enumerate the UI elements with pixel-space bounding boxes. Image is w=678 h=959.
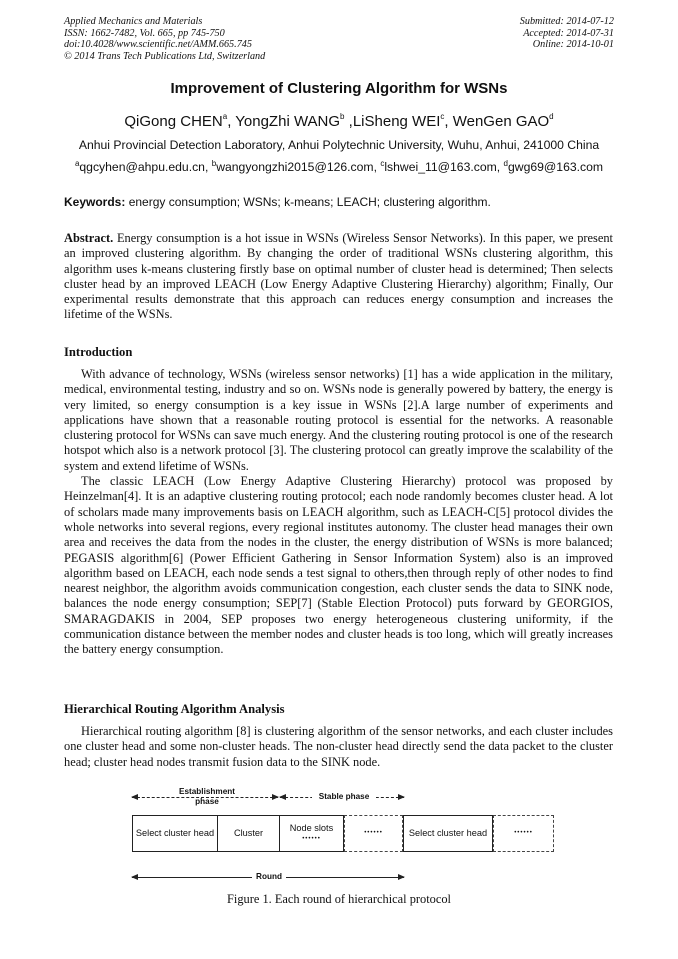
copyright-line: © 2014 Trans Tech Publications Ltd, Switzerland [64, 50, 266, 62]
figure-1-diagram [132, 785, 558, 895]
cell-select-cluster-head: Select cluster head [132, 815, 218, 852]
abstract-text: Energy consumption is a hot issue in WSNs (Wireless Sensor Networks). In this paper, we present an improved clustering algorithm. By changing the order of traditional WSNs clustering algorithm, this algorithm uses k-means clustering firstly base on optimal number of cluster head is determined; Then selects cluster head by an improved LEACH (Low Energy Adaptive Clustering Hierarchy) algorithm; Finally, Our experimental results demonstrate that this approach can reduces energy consumption and increases the lifetime of the WSNs. [64, 231, 613, 322]
round-label: Round [252, 872, 286, 882]
dots-icon: •••••• [364, 830, 383, 836]
email-sup: d [503, 159, 508, 168]
dots-icon: •••••• [302, 835, 321, 842]
email-address[interactable]: qgcyhen@ahpu.edu.cn [79, 160, 205, 174]
submitted-date: Submitted: 2014-07-12 [519, 16, 614, 27]
email-sup: a [74, 159, 80, 168]
paragraph: The classic LEACH (Low Energy Adaptive Clustering Hierarchy) protocol was proposed by Heinzelman[4]. It is an adaptive clustering routing protocol; each node randomly becomes cluster head. A lot of scholars made many improvements basis on LEACH algorithm, such as LEACH-C[5] protocol divides the whole networks into several regions, every regional institutes autonomy. The cluster head manages their own area and receives the data from the nodes in the cluster, the energy distribution of WSNs is more balanced; PEGASIS algorithm[6] (Power Efficient Gathering in Sensor Information System) also is an improved algorithm based on LEACH, each node sends a test signal to others,then through reply of other nodes to find nearest neighbor, the algorithm avoids communication congestion, each cluster sends the data to SINK node, balances the node energy consumption; SEP[7] (Stable Election Protocol) puts forward by GEORGIOS, SMARAGDAKIS in 2004, SEP proposes two energy heterogeneous clustering uniformity, if the communication distance between the member nodes and cluster heads is too long, which will greatly increases the battery energy consumption. [64, 474, 613, 657]
abstract [64, 231, 613, 323]
journal-name: Applied Mechanics and Materials [64, 16, 203, 27]
author-name: WenGen GAO [452, 113, 550, 130]
cell-node-slots [279, 815, 344, 852]
section-heading-hierarchical: Hierarchical Routing Algorithm Analysis [64, 702, 285, 716]
dots-icon: •••••• [514, 830, 533, 836]
cell-continuation-next [493, 815, 554, 852]
paragraph: Hierarchical routing algorithm [8] is clustering algorithm of the sensor networks, and each cluster includes one cluster head and some non-cluster heads. The non-cluster head directly send the data packet to the cluster head; cluster head nodes transmit fusion data to the SINK node. [64, 724, 613, 769]
keywords-text: energy consumption; WSNs; k-means; LEACH; clustering algorithm. [128, 195, 491, 209]
email-sep: , [373, 160, 381, 174]
hierarchical-body [64, 724, 613, 770]
keywords [64, 195, 624, 209]
author-sup: b [340, 112, 345, 121]
introduction-body [64, 367, 613, 658]
establishment-phase-label: Establishment phase [179, 787, 235, 806]
email-sup: c [380, 159, 385, 168]
stable-phase-label: Stable phase [312, 792, 376, 802]
email-address[interactable]: wangyongzhi2015@126.com [216, 160, 374, 174]
paragraph: With advance of technology, WSNs (wireless sensor networks) [1] has a wide application in the military, medical, environmental testing, industry and so on. WSNs node is generally powered by battery, the energy is very limited, so energy consumption is a key issue in WSNs [2].A large number of experiments and applications have shown that a reasonable routing protocol is essential for the networks. A reasonable clustering protocol for WSNs can save much energy. And the clustering routing protocol is one of the research hotspot which also is a network protocol [3]. The clustering protocol can greatly improve the scalability of the system and extend lifetime of WSNs. [64, 367, 613, 473]
email-sup: b [211, 159, 217, 168]
author-name: LiSheng WEI [352, 113, 441, 130]
author-name: QiGong CHEN [124, 113, 223, 130]
establishment-arrow [132, 797, 278, 798]
doi-line: doi:10.4028/www.scientific.net/AMM.665.745 [64, 39, 252, 50]
abstract-label: Abstract. [64, 231, 114, 245]
keywords-label: Keywords: [64, 195, 126, 209]
figure-caption: Figure 1. Each round of hierarchical protocol [227, 892, 451, 906]
email-list [0, 160, 678, 174]
paper-title: Improvement of Clustering Algorithm for WSNs [170, 80, 508, 97]
author-sup: c [440, 112, 445, 121]
author-sup: d [549, 112, 554, 121]
author-sep: , [227, 113, 236, 130]
author-list [0, 113, 678, 130]
author-sep: , [344, 113, 353, 130]
author-name: YongZhi WANG [235, 113, 341, 130]
accepted-date: Accepted: 2014-07-31 [523, 27, 614, 39]
journal-header [64, 16, 265, 62]
email-sep: , [496, 160, 504, 174]
email-address[interactable]: gwg69@163.com [508, 160, 604, 174]
cell-continuation [344, 815, 403, 852]
email-sep: , [204, 160, 212, 174]
online-date: Online: 2014-10-01 [532, 39, 614, 50]
issn-line: ISSN: 1662-7482, Vol. 665, pp 745-750 [64, 27, 225, 39]
section-heading-introduction: Introduction [64, 345, 133, 359]
node-slots-label: Node slots [289, 822, 334, 833]
cell-cluster: Cluster [217, 815, 280, 852]
cell-select-cluster-head-next: Select cluster head [403, 815, 493, 852]
affiliation: Anhui Provincial Detection Laboratory, Anhui Polytechnic University, Wuhu, Anhui, 241000 China [78, 138, 600, 152]
email-address[interactable]: lshwei_11@163.com [384, 160, 497, 174]
author-sup: a [222, 112, 228, 121]
author-sep: , [444, 113, 453, 130]
dates-header [520, 16, 614, 51]
